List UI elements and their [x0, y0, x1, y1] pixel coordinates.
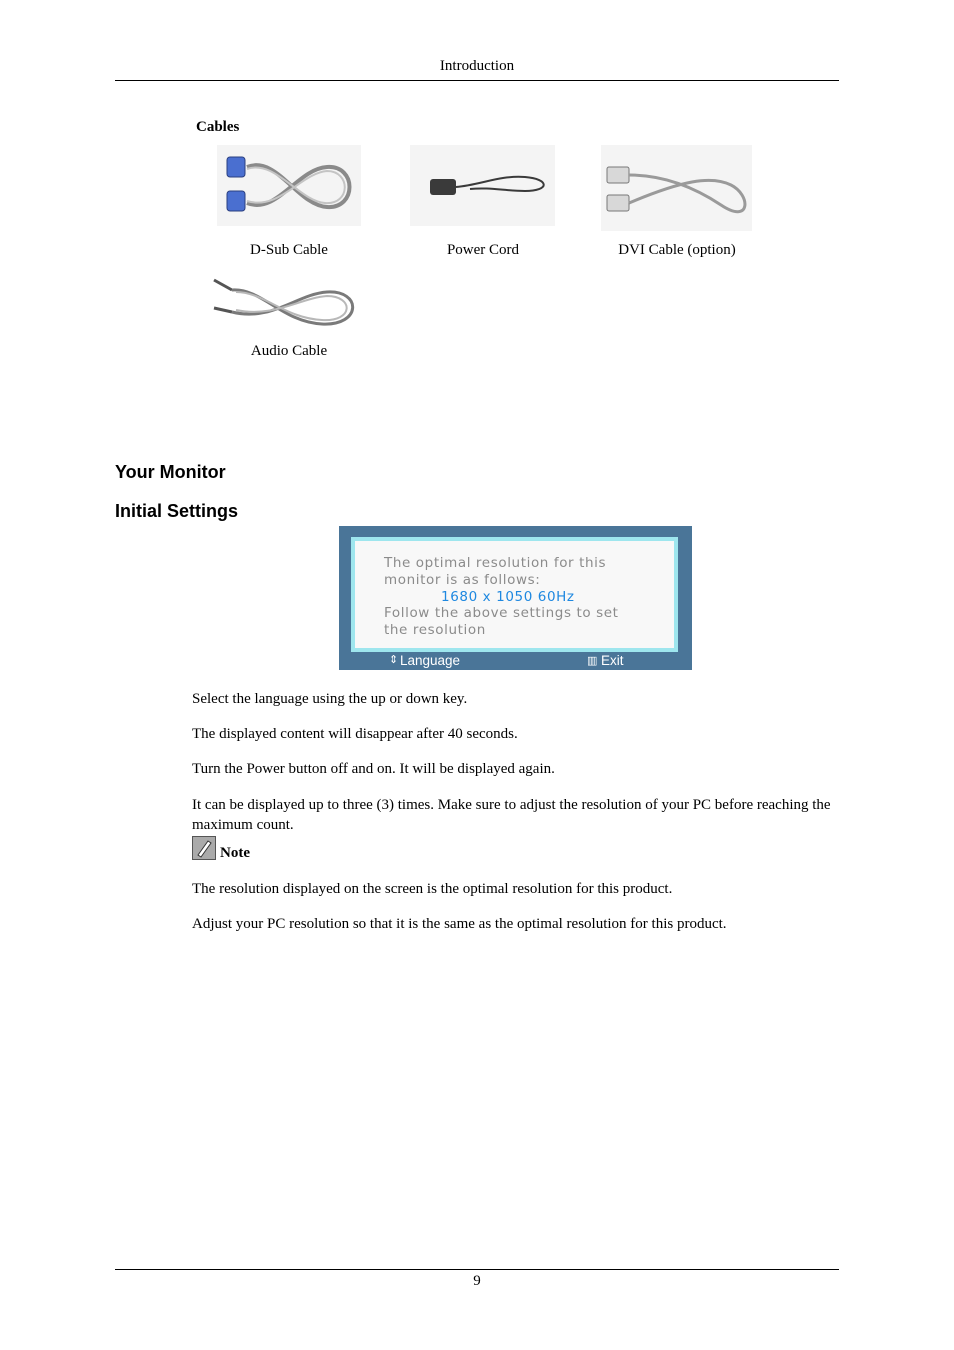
cables-label: Cables	[196, 119, 240, 135]
power-cord-caption: Power Cord	[446, 242, 520, 258]
osd-line-5: the resolution	[384, 622, 486, 638]
paragraph-select-language: Select the language using the up or down key.	[192, 691, 468, 707]
osd-line-1: The optimal resolution for this	[384, 555, 607, 571]
osd-resolution: 1680 x 1050 60Hz	[441, 589, 575, 605]
dvi-cable-image	[601, 145, 752, 231]
osd-language-label: Language	[400, 653, 461, 668]
up-down-arrow-icon: ⇕	[389, 654, 399, 666]
initial-settings-heading: Initial Settings	[115, 501, 239, 521]
audio-cable-caption: Audio Cable	[250, 343, 328, 359]
page-number: 9	[473, 1273, 481, 1289]
osd-screen	[339, 526, 692, 670]
power-cord-image	[410, 145, 555, 226]
osd-exit-label: Exit	[601, 653, 624, 668]
your-monitor-heading: Your Monitor	[115, 462, 226, 482]
osd-line-4: Follow the above settings to set	[384, 605, 619, 621]
d-sub-cable-image	[217, 145, 361, 226]
note-label: Note	[220, 845, 250, 861]
d-sub-cable-caption: D-Sub Cable	[250, 242, 328, 258]
header-rule	[115, 80, 839, 81]
paragraph-display-times: It can be displayed up to three (3) times. Make sure to adjust the resolution of your PC before reaching the maximum count.	[192, 797, 831, 833]
note-paragraph-1: The resolution displayed on the screen is the optimal resolution for this product.	[192, 881, 673, 897]
menu-icon: ▥	[587, 655, 598, 667]
paragraph-power-button: Turn the Power button off and on. It will be displayed again.	[192, 761, 555, 777]
dvi-cable-caption: DVI Cable (option)	[618, 242, 736, 258]
paragraph-disappear: The displayed content will disappear after 40 seconds.	[192, 726, 518, 742]
audio-cable-image	[212, 272, 364, 332]
footer-rule	[115, 1269, 839, 1270]
osd-message-panel	[351, 537, 678, 652]
running-header: Introduction	[439, 58, 515, 74]
note-paragraph-2: Adjust your PC resolution so that it is the same as the optimal resolution for this product.	[192, 916, 727, 932]
note-pencil-icon	[192, 836, 216, 860]
osd-line-2: monitor is as follows:	[384, 572, 541, 588]
